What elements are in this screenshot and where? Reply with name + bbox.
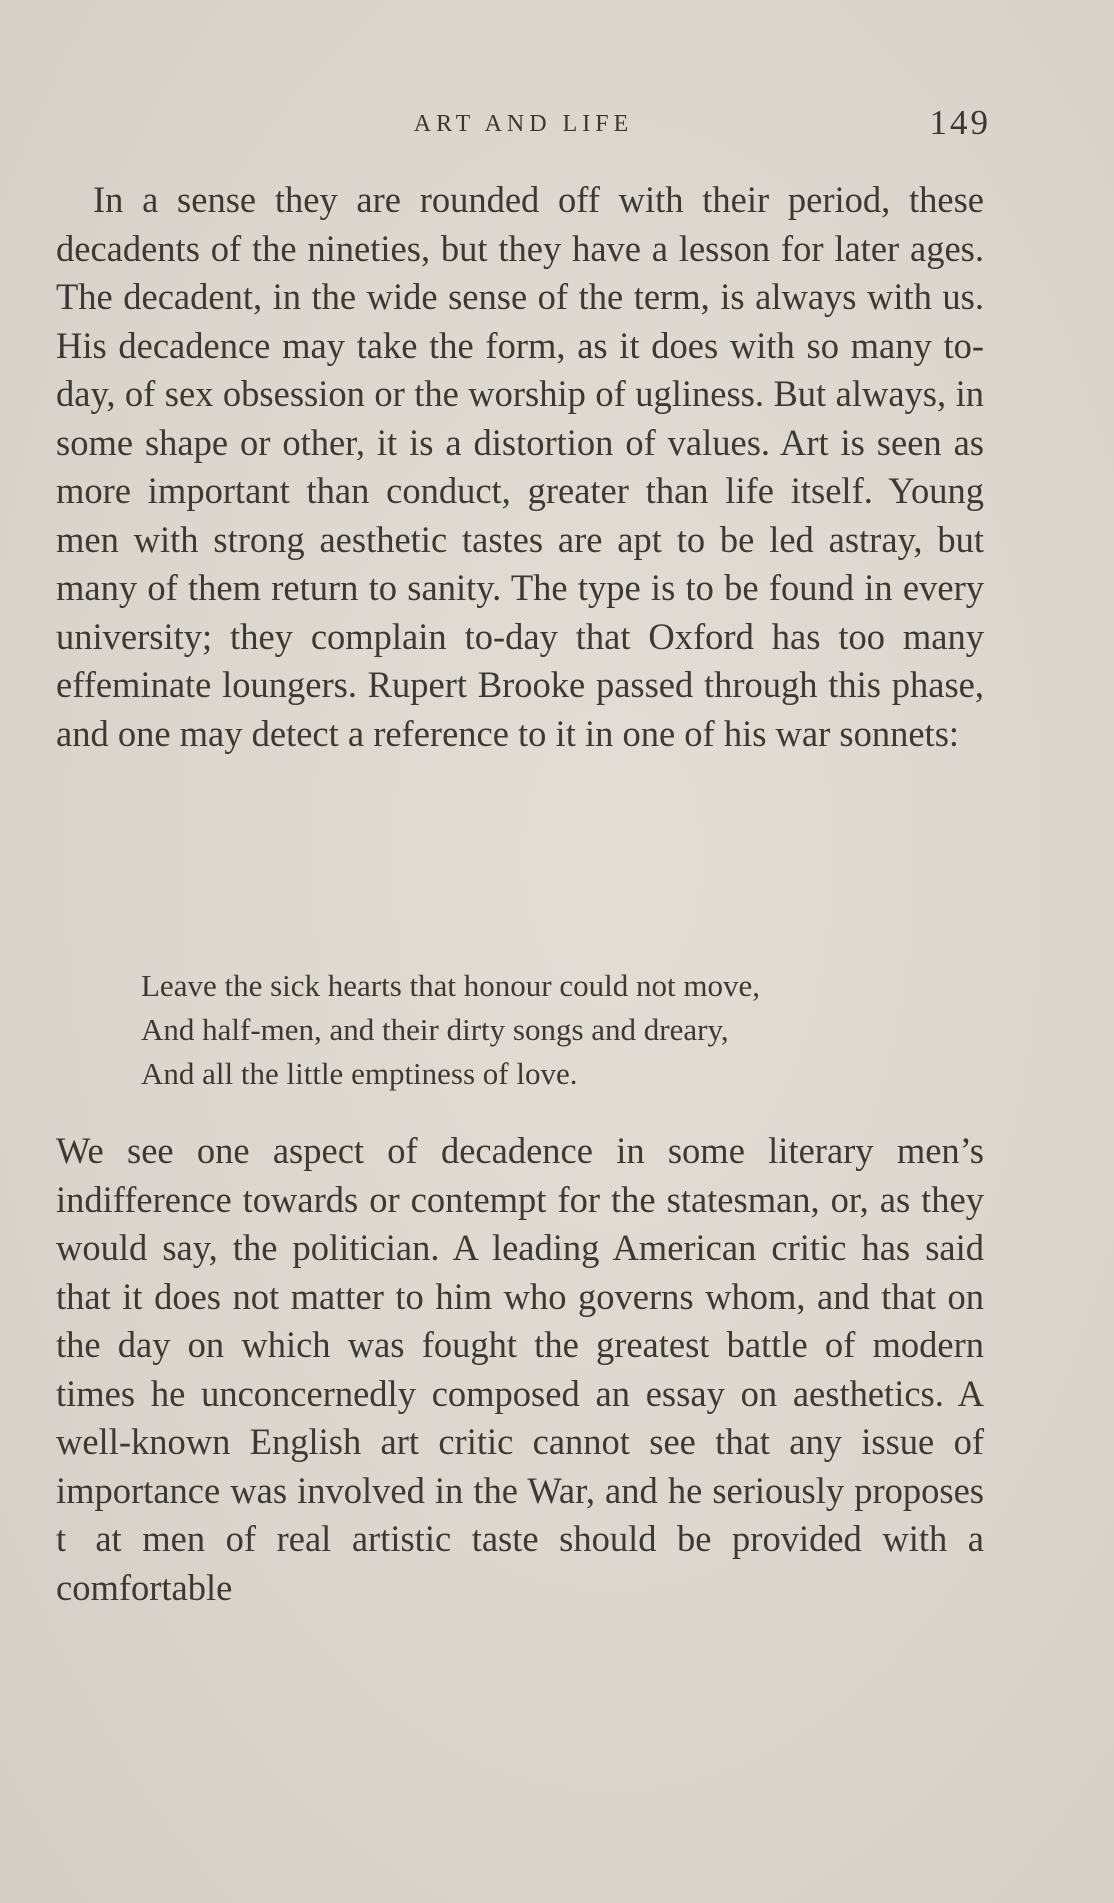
page-number: 149 [929, 103, 991, 142]
running-head [56, 103, 991, 151]
verse-line-2: And half-men, and their dirty songs and dreary, [141, 1012, 729, 1047]
verse-line-1: Leave the sick hearts that honour could not move, [141, 968, 760, 1003]
paragraph-2: We see one aspect of decadence in some literary men’s indifference towards or contempt for the statesman, or, as they would say, the politician. A leading American critic has said that it does not matter to him who governs whom, and that on the day on which was fought the greatest battle of modern times he unconcernedly composed an essay on aesthetics. A well-known English art critic cannot see that any issue of importance was involved in the War, and he seriously proposes tat men of real artistic taste should be provided with a comfortable [56, 1130, 984, 1608]
verse-quotation [141, 964, 991, 1096]
verse-line-3: And all the little emptiness of love. [141, 1056, 578, 1091]
paragraph-1: In a sense they are rounded off with their period, these decadents of the nineties, but they have a lesson for later ages. The decadent, in the wide sense of the term, is always with us. His decadence may take the form, as it does with so many to-day, of sex obsession or the worship of ugliness. But always, in some shape or other, it is a distortion of values. Art is seen as more important than conduct, greater than life itself. Young men with strong aesthetic tastes are apt to be led astray, but many of them return to sanity. The type is to be found in every university; they complain to-day that Oxford has too many effeminate loungers. Rupert Brooke passed through this phase, and one may detect a reference to it in one of his war sonnets: [56, 179, 984, 754]
running-title: ART AND LIFE [413, 111, 634, 137]
